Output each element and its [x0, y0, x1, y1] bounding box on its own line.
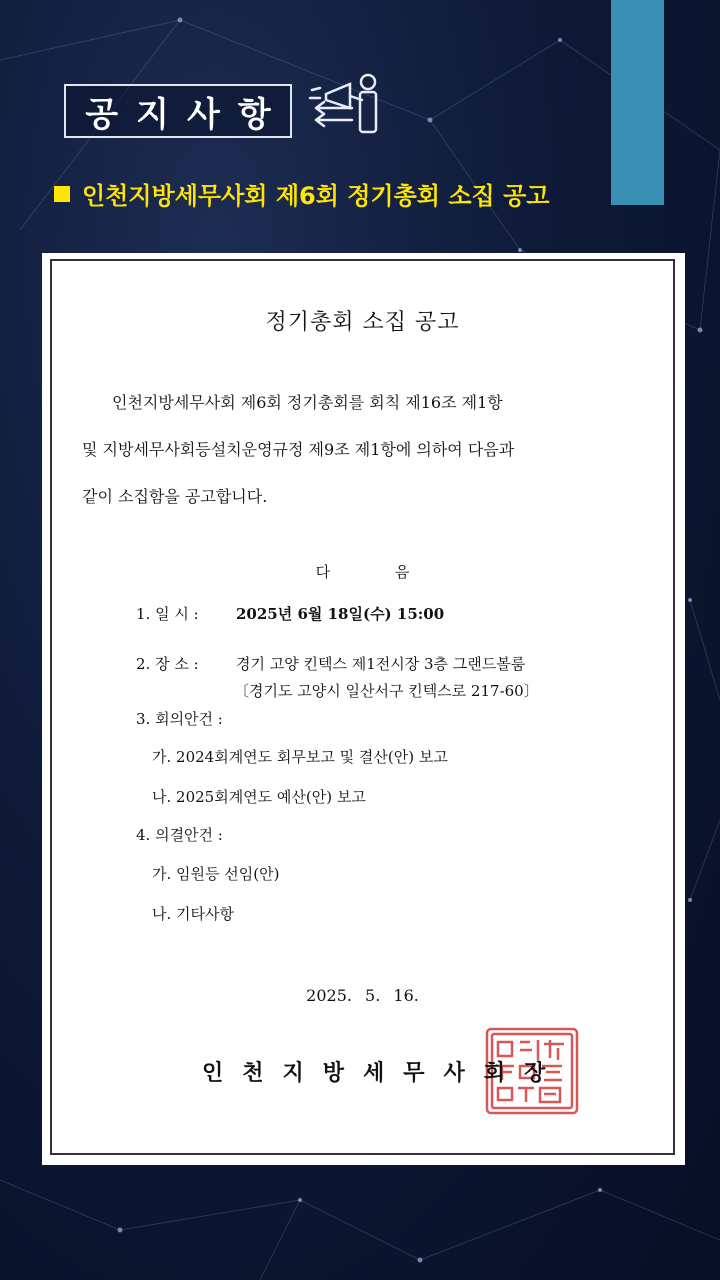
agenda-item: 나. 2025회계연도 예산(안) 보고: [152, 788, 366, 806]
date-label: 1. 일 시 :: [136, 605, 199, 623]
megaphone-person-icon: [306, 70, 386, 140]
headline-text: 인천지방세무사회 제6회 정기총회 소집 공고: [82, 182, 550, 210]
agenda-item: 가. 2024회계연도 회무보고 및 결산(안) 보고: [152, 748, 448, 766]
document-title: 정기총회 소집 공고: [265, 310, 460, 335]
place-row: [136, 653, 525, 674]
notice-date: 2025. 5. 16.: [306, 986, 419, 1005]
accent-bar: [611, 0, 664, 205]
resolution-item: 나. 기타사항: [152, 905, 234, 923]
place-label: 2. 장 소 :: [136, 655, 199, 673]
date-value: 2025년 6월 18일(수) 15:00: [236, 605, 445, 623]
section-heading: 다 음: [315, 563, 440, 581]
resolution-label: 4. 의결안건 :: [136, 826, 223, 844]
issuer-name: 인천지방세무사회장: [202, 1060, 565, 1086]
notice-badge-label: 공지사항: [85, 94, 289, 135]
square-bullet-icon: [54, 186, 70, 202]
agenda-label: 3. 회의안건 :: [136, 710, 223, 728]
date-row: [136, 603, 444, 624]
intro-paragraph: [82, 379, 662, 520]
resolution-item: 가. 임원등 선임(안): [152, 865, 280, 883]
place-address: 〔경기도 고양시 일산서구 킨텍스로 217-60〕: [234, 682, 539, 700]
intro-line: 인천지방세무사회 제6회 정기총회를 회칙 제16조 제1항: [112, 393, 503, 412]
document-border: [50, 259, 675, 1155]
intro-line: 같이 소집함을 공고합니다.: [82, 487, 268, 506]
place-value: 경기 고양 킨텍스 제1전시장 3층 그랜드볼룸: [236, 655, 526, 673]
notice-badge: [64, 84, 292, 138]
notice-document: [42, 253, 685, 1165]
notice-headline: [54, 176, 614, 211]
intro-line: 및 지방세무사회등설치운영규정 제9조 제1항에 의하여 다음과: [82, 440, 515, 459]
